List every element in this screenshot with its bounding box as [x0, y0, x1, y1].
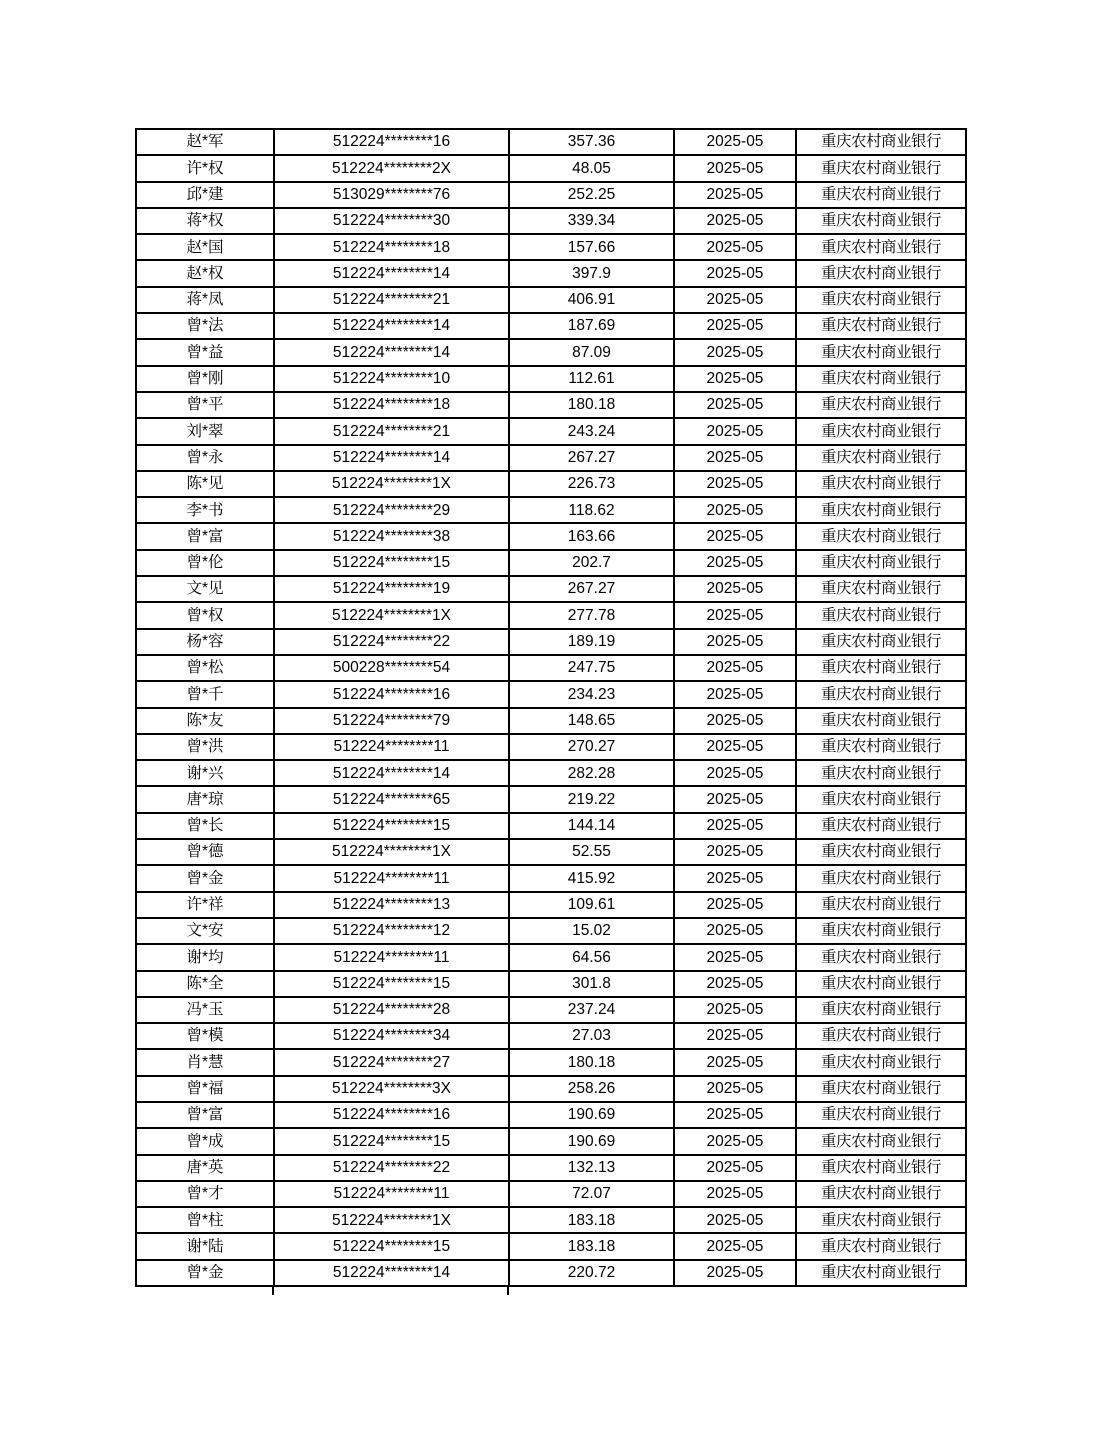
cell-name: 曾*富 [136, 1102, 274, 1128]
cell-name: 曾*洪 [136, 734, 274, 760]
cell-amount: 52.55 [509, 839, 674, 865]
cell-name: 曾*成 [136, 1128, 274, 1154]
cell-name: 赵*权 [136, 260, 274, 286]
cell-bank: 重庆农村商业银行 [796, 892, 966, 918]
cell-id-number: 512224********10 [274, 366, 509, 392]
table-row [136, 944, 966, 970]
table-row [136, 786, 966, 812]
cell-bank: 重庆农村商业银行 [796, 1128, 966, 1154]
cell-bank: 重庆农村商业银行 [796, 918, 966, 944]
cell-name: 曾*权 [136, 602, 274, 628]
cell-bank: 重庆农村商业银行 [796, 313, 966, 339]
cell-amount: 180.18 [509, 392, 674, 418]
cell-amount: 339.34 [509, 208, 674, 234]
cell-id-number: 512224********29 [274, 497, 509, 523]
cell-name: 曾*模 [136, 1023, 274, 1049]
cell-amount: 109.61 [509, 892, 674, 918]
cell-amount: 267.27 [509, 576, 674, 602]
table-row [136, 339, 966, 365]
cell-name: 杨*容 [136, 629, 274, 655]
cell-amount: 163.66 [509, 523, 674, 549]
cell-bank: 重庆农村商业银行 [796, 129, 966, 155]
cell-month: 2025-05 [674, 944, 796, 970]
cell-amount: 64.56 [509, 944, 674, 970]
cell-amount: 277.78 [509, 602, 674, 628]
cell-bank: 重庆农村商业银行 [796, 1181, 966, 1207]
cell-amount: 270.27 [509, 734, 674, 760]
cell-name: 曾*金 [136, 865, 274, 891]
table-row [136, 445, 966, 471]
cell-amount: 247.75 [509, 655, 674, 681]
cell-amount: 144.14 [509, 813, 674, 839]
cell-month: 2025-05 [674, 260, 796, 286]
cell-bank: 重庆农村商业银行 [796, 155, 966, 181]
cell-id-number: 512224********15 [274, 550, 509, 576]
cell-amount: 132.13 [509, 1155, 674, 1181]
cell-bank: 重庆农村商业银行 [796, 681, 966, 707]
cell-month: 2025-05 [674, 129, 796, 155]
table-row [136, 839, 966, 865]
cell-month: 2025-05 [674, 313, 796, 339]
table-row [136, 997, 966, 1023]
cell-id-number: 512224********14 [274, 1260, 509, 1286]
cell-name: 肖*慧 [136, 1049, 274, 1075]
cell-amount: 301.8 [509, 971, 674, 997]
cell-name: 许*权 [136, 155, 274, 181]
cell-id-number: 512224********18 [274, 392, 509, 418]
table-row [136, 366, 966, 392]
cell-id-number: 512224********11 [274, 1181, 509, 1207]
table-row [136, 1155, 966, 1181]
cutoff-row-border-stub [272, 1286, 274, 1295]
cell-name: 曾*金 [136, 1260, 274, 1286]
cell-bank: 重庆农村商业银行 [796, 760, 966, 786]
table-row [136, 813, 966, 839]
cell-amount: 237.24 [509, 997, 674, 1023]
cell-amount: 148.65 [509, 708, 674, 734]
cell-bank: 重庆农村商业银行 [796, 1102, 966, 1128]
table-row [136, 1049, 966, 1075]
cell-id-number: 512224********15 [274, 1233, 509, 1259]
table-row [136, 1102, 966, 1128]
cell-month: 2025-05 [674, 576, 796, 602]
cell-id-number: 512224********1X [274, 839, 509, 865]
table-row [136, 260, 966, 286]
cell-month: 2025-05 [674, 708, 796, 734]
cell-month: 2025-05 [674, 865, 796, 891]
cell-name: 曾*刚 [136, 366, 274, 392]
cell-amount: 112.61 [509, 366, 674, 392]
cell-name: 蒋*权 [136, 208, 274, 234]
cell-amount: 87.09 [509, 339, 674, 365]
cell-amount: 415.92 [509, 865, 674, 891]
cell-bank: 重庆农村商业银行 [796, 287, 966, 313]
table-row [136, 550, 966, 576]
cell-bank: 重庆农村商业银行 [796, 734, 966, 760]
cell-month: 2025-05 [674, 997, 796, 1023]
cell-bank: 重庆农村商业银行 [796, 1155, 966, 1181]
cell-bank: 重庆农村商业银行 [796, 786, 966, 812]
cell-name: 陈*全 [136, 971, 274, 997]
cutoff-row-border-stub [507, 1286, 509, 1295]
cell-id-number: 512224********15 [274, 1128, 509, 1154]
cell-id-number: 512224********22 [274, 629, 509, 655]
cell-month: 2025-05 [674, 918, 796, 944]
cell-id-number: 512224********65 [274, 786, 509, 812]
cell-name: 邱*建 [136, 182, 274, 208]
cell-bank: 重庆农村商业银行 [796, 629, 966, 655]
table-row [136, 865, 966, 891]
cell-bank: 重庆农村商业银行 [796, 445, 966, 471]
cell-id-number: 512224********3X [274, 1076, 509, 1102]
cell-amount: 406.91 [509, 287, 674, 313]
cell-amount: 220.72 [509, 1260, 674, 1286]
table-row [136, 1076, 966, 1102]
cell-amount: 183.18 [509, 1207, 674, 1233]
cell-name: 许*祥 [136, 892, 274, 918]
cell-month: 2025-05 [674, 497, 796, 523]
cell-bank: 重庆农村商业银行 [796, 1207, 966, 1233]
cell-bank: 重庆农村商业银行 [796, 1076, 966, 1102]
cell-month: 2025-05 [674, 1102, 796, 1128]
cell-bank: 重庆农村商业银行 [796, 1049, 966, 1075]
cell-amount: 118.62 [509, 497, 674, 523]
table-row [136, 918, 966, 944]
cell-bank: 重庆农村商业银行 [796, 1023, 966, 1049]
table-row [136, 1128, 966, 1154]
table-row [136, 1023, 966, 1049]
cell-id-number: 512224********18 [274, 234, 509, 260]
cell-bank: 重庆农村商业银行 [796, 1233, 966, 1259]
cell-id-number: 512224********13 [274, 892, 509, 918]
cell-month: 2025-05 [674, 786, 796, 812]
table-row [136, 971, 966, 997]
cell-month: 2025-05 [674, 208, 796, 234]
cell-bank: 重庆农村商业银行 [796, 550, 966, 576]
cell-id-number: 512224********14 [274, 313, 509, 339]
cell-name: 曾*法 [136, 313, 274, 339]
table-row [136, 655, 966, 681]
table-row [136, 892, 966, 918]
cell-bank: 重庆农村商业银行 [796, 997, 966, 1023]
cell-name: 曾*平 [136, 392, 274, 418]
table-row [136, 1260, 966, 1286]
cell-month: 2025-05 [674, 445, 796, 471]
cell-id-number: 512224********30 [274, 208, 509, 234]
cell-id-number: 512224********14 [274, 760, 509, 786]
cell-bank: 重庆农村商业银行 [796, 1260, 966, 1286]
cell-bank: 重庆农村商业银行 [796, 602, 966, 628]
cell-name: 曾*益 [136, 339, 274, 365]
cell-month: 2025-05 [674, 523, 796, 549]
cell-bank: 重庆农村商业银行 [796, 182, 966, 208]
cell-bank: 重庆农村商业银行 [796, 234, 966, 260]
table-row [136, 760, 966, 786]
cell-amount: 189.19 [509, 629, 674, 655]
table-row [136, 129, 966, 155]
cell-month: 2025-05 [674, 234, 796, 260]
cell-amount: 15.02 [509, 918, 674, 944]
cell-name: 曾*富 [136, 523, 274, 549]
cell-name: 曾*才 [136, 1181, 274, 1207]
table-row [136, 1181, 966, 1207]
cell-month: 2025-05 [674, 760, 796, 786]
table-row [136, 287, 966, 313]
table-body [136, 129, 966, 1286]
cell-name: 曾*伦 [136, 550, 274, 576]
cell-bank: 重庆农村商业银行 [796, 708, 966, 734]
table-row [136, 182, 966, 208]
cell-month: 2025-05 [674, 813, 796, 839]
cell-name: 冯*玉 [136, 997, 274, 1023]
cell-amount: 180.18 [509, 1049, 674, 1075]
cell-name: 曾*福 [136, 1076, 274, 1102]
cell-name: 曾*松 [136, 655, 274, 681]
cell-amount: 187.69 [509, 313, 674, 339]
cell-id-number: 512224********14 [274, 445, 509, 471]
cell-month: 2025-05 [674, 655, 796, 681]
cell-month: 2025-05 [674, 182, 796, 208]
table-row [136, 155, 966, 181]
cell-id-number: 512224********15 [274, 813, 509, 839]
cell-bank: 重庆农村商业银行 [796, 392, 966, 418]
cell-month: 2025-05 [674, 1049, 796, 1075]
cell-month: 2025-05 [674, 1076, 796, 1102]
cell-bank: 重庆农村商业银行 [796, 655, 966, 681]
cell-bank: 重庆农村商业银行 [796, 971, 966, 997]
cell-amount: 27.03 [509, 1023, 674, 1049]
cell-month: 2025-05 [674, 629, 796, 655]
table-row [136, 1233, 966, 1259]
cell-name: 蒋*凤 [136, 287, 274, 313]
cell-amount: 252.25 [509, 182, 674, 208]
cell-bank: 重庆农村商业银行 [796, 813, 966, 839]
cell-id-number: 512224********28 [274, 997, 509, 1023]
table-row [136, 418, 966, 444]
cell-name: 文*安 [136, 918, 274, 944]
cell-amount: 157.66 [509, 234, 674, 260]
cell-month: 2025-05 [674, 1155, 796, 1181]
cell-id-number: 512224********16 [274, 1102, 509, 1128]
cell-id-number: 512224********15 [274, 971, 509, 997]
cell-id-number: 513029********76 [274, 182, 509, 208]
cell-id-number: 512224********38 [274, 523, 509, 549]
table-row [136, 602, 966, 628]
cell-month: 2025-05 [674, 892, 796, 918]
cell-amount: 397.9 [509, 260, 674, 286]
cell-name: 谢*兴 [136, 760, 274, 786]
cell-month: 2025-05 [674, 471, 796, 497]
cell-amount: 234.23 [509, 681, 674, 707]
cell-name: 陈*见 [136, 471, 274, 497]
cell-name: 曾*千 [136, 681, 274, 707]
cell-month: 2025-05 [674, 339, 796, 365]
cell-id-number: 512224********2X [274, 155, 509, 181]
cell-bank: 重庆农村商业银行 [796, 839, 966, 865]
table-row [136, 471, 966, 497]
cell-id-number: 512224********11 [274, 734, 509, 760]
table-row [136, 234, 966, 260]
cell-id-number: 512224********79 [274, 708, 509, 734]
cell-id-number: 500228********54 [274, 655, 509, 681]
cell-month: 2025-05 [674, 1207, 796, 1233]
cell-amount: 202.7 [509, 550, 674, 576]
cell-month: 2025-05 [674, 418, 796, 444]
cell-amount: 219.22 [509, 786, 674, 812]
table-row [136, 734, 966, 760]
cell-month: 2025-05 [674, 1181, 796, 1207]
table-row [136, 629, 966, 655]
cell-bank: 重庆农村商业银行 [796, 523, 966, 549]
cell-id-number: 512224********1X [274, 471, 509, 497]
table-row [136, 313, 966, 339]
cell-month: 2025-05 [674, 287, 796, 313]
cell-name: 文*见 [136, 576, 274, 602]
cell-id-number: 512224********1X [274, 1207, 509, 1233]
cell-amount: 48.05 [509, 155, 674, 181]
cell-name: 谢*均 [136, 944, 274, 970]
cell-month: 2025-05 [674, 1023, 796, 1049]
table-row [136, 1207, 966, 1233]
table-row [136, 708, 966, 734]
subsidy-list-table [135, 128, 967, 1287]
cell-month: 2025-05 [674, 155, 796, 181]
cell-bank: 重庆农村商业银行 [796, 366, 966, 392]
cell-name: 曾*永 [136, 445, 274, 471]
cell-name: 赵*军 [136, 129, 274, 155]
cell-amount: 357.36 [509, 129, 674, 155]
cell-id-number: 512224********14 [274, 260, 509, 286]
cell-month: 2025-05 [674, 550, 796, 576]
table-row [136, 497, 966, 523]
table-row [136, 392, 966, 418]
cell-month: 2025-05 [674, 1233, 796, 1259]
cell-amount: 190.69 [509, 1102, 674, 1128]
cell-amount: 226.73 [509, 471, 674, 497]
cell-amount: 267.27 [509, 445, 674, 471]
cell-id-number: 512224********22 [274, 1155, 509, 1181]
cell-id-number: 512224********19 [274, 576, 509, 602]
cell-bank: 重庆农村商业银行 [796, 865, 966, 891]
cell-amount: 258.26 [509, 1076, 674, 1102]
cell-amount: 72.07 [509, 1181, 674, 1207]
cell-month: 2025-05 [674, 392, 796, 418]
cell-month: 2025-05 [674, 839, 796, 865]
cell-month: 2025-05 [674, 971, 796, 997]
cell-bank: 重庆农村商业银行 [796, 576, 966, 602]
cell-bank: 重庆农村商业银行 [796, 471, 966, 497]
cell-id-number: 512224********16 [274, 681, 509, 707]
table-row [136, 208, 966, 234]
cell-month: 2025-05 [674, 1260, 796, 1286]
cell-id-number: 512224********11 [274, 944, 509, 970]
table-row [136, 681, 966, 707]
cell-month: 2025-05 [674, 602, 796, 628]
cell-amount: 183.18 [509, 1233, 674, 1259]
cell-id-number: 512224********12 [274, 918, 509, 944]
cell-id-number: 512224********21 [274, 287, 509, 313]
table-row [136, 523, 966, 549]
cell-id-number: 512224********27 [274, 1049, 509, 1075]
cell-id-number: 512224********34 [274, 1023, 509, 1049]
cell-month: 2025-05 [674, 1128, 796, 1154]
cell-month: 2025-05 [674, 366, 796, 392]
cell-name: 唐*英 [136, 1155, 274, 1181]
cell-bank: 重庆农村商业银行 [796, 497, 966, 523]
cell-name: 李*书 [136, 497, 274, 523]
cell-id-number: 512224********16 [274, 129, 509, 155]
cell-name: 刘*翠 [136, 418, 274, 444]
cell-name: 唐*琼 [136, 786, 274, 812]
cell-bank: 重庆农村商业银行 [796, 260, 966, 286]
cell-month: 2025-05 [674, 681, 796, 707]
cell-bank: 重庆农村商业银行 [796, 339, 966, 365]
cell-bank: 重庆农村商业银行 [796, 208, 966, 234]
cell-amount: 243.24 [509, 418, 674, 444]
cell-bank: 重庆农村商业银行 [796, 944, 966, 970]
cell-name: 陈*友 [136, 708, 274, 734]
cell-id-number: 512224********14 [274, 339, 509, 365]
cell-name: 赵*国 [136, 234, 274, 260]
cell-id-number: 512224********1X [274, 602, 509, 628]
cell-amount: 190.69 [509, 1128, 674, 1154]
cell-name: 谢*陆 [136, 1233, 274, 1259]
cell-id-number: 512224********11 [274, 865, 509, 891]
table-row [136, 576, 966, 602]
cell-month: 2025-05 [674, 734, 796, 760]
cell-amount: 282.28 [509, 760, 674, 786]
cell-name: 曾*长 [136, 813, 274, 839]
cell-name: 曾*德 [136, 839, 274, 865]
cell-name: 曾*柱 [136, 1207, 274, 1233]
cell-bank: 重庆农村商业银行 [796, 418, 966, 444]
cell-id-number: 512224********21 [274, 418, 509, 444]
